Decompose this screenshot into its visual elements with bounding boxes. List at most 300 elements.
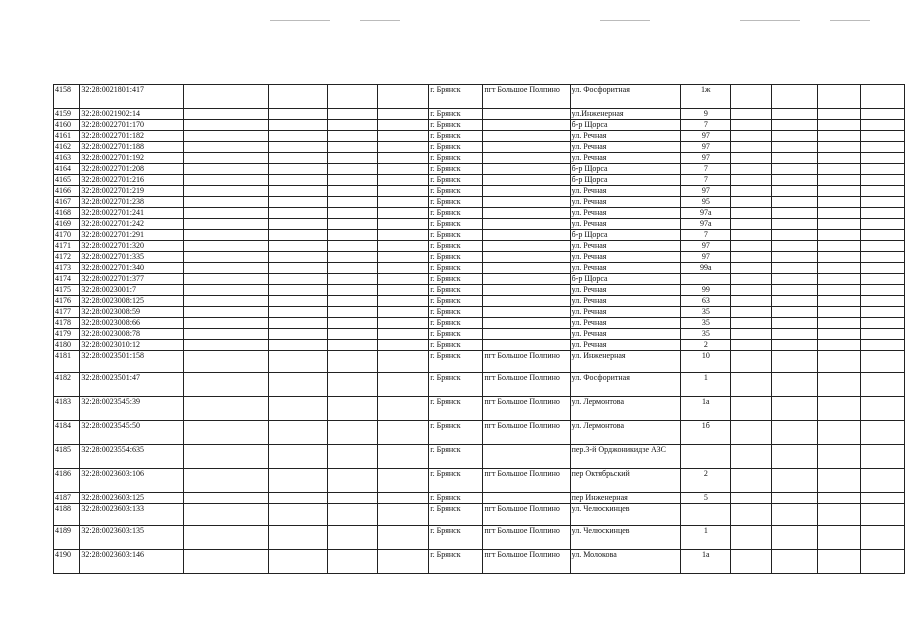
empty-cell	[183, 109, 268, 120]
empty-cell	[378, 318, 429, 329]
cadastral-number: 32:28:0023008:78	[80, 329, 184, 340]
empty-cell	[731, 373, 772, 397]
empty-cell	[771, 296, 817, 307]
empty-cell	[183, 142, 268, 153]
city-cell: г. Брянск	[429, 252, 483, 263]
empty-cell	[731, 469, 772, 493]
settlement-cell	[483, 208, 570, 219]
empty-cell	[771, 421, 817, 445]
street-cell: ул. Речная	[570, 252, 681, 263]
empty-cell	[771, 164, 817, 175]
empty-cell	[860, 109, 904, 120]
empty-cell	[183, 340, 268, 351]
cadastral-number: 32:28:0021801:417	[80, 85, 184, 109]
empty-cell	[378, 493, 429, 504]
city-cell: г. Брянск	[429, 296, 483, 307]
table-row	[54, 373, 905, 397]
table-row	[54, 241, 905, 252]
settlement-cell	[483, 142, 570, 153]
settlement-cell	[483, 153, 570, 164]
empty-cell	[327, 397, 378, 421]
empty-cell	[183, 351, 268, 373]
empty-cell	[183, 504, 268, 526]
settlement-cell	[483, 318, 570, 329]
cadastral-number: 32:28:0022701:377	[80, 274, 184, 285]
table-row	[54, 493, 905, 504]
empty-cell	[771, 318, 817, 329]
cadastral-number: 32:28:0022701:340	[80, 263, 184, 274]
empty-cell	[860, 186, 904, 197]
empty-cell	[771, 230, 817, 241]
empty-cell	[860, 241, 904, 252]
empty-cell	[731, 351, 772, 373]
city-cell: г. Брянск	[429, 263, 483, 274]
empty-cell	[860, 197, 904, 208]
cadastral-number: 32:28:0023001:7	[80, 285, 184, 296]
empty-cell	[183, 241, 268, 252]
empty-cell	[268, 208, 327, 219]
cadastral-number: 32:28:0023008:66	[80, 318, 184, 329]
empty-cell	[183, 296, 268, 307]
settlement-cell	[483, 285, 570, 296]
city-cell: г. Брянск	[429, 373, 483, 397]
cadastral-number: 32:28:0023008:125	[80, 296, 184, 307]
empty-cell	[731, 219, 772, 230]
table-row	[54, 175, 905, 186]
empty-cell	[327, 131, 378, 142]
empty-cell	[268, 445, 327, 469]
table-row	[54, 142, 905, 153]
street-cell: пер Октябрьский	[570, 469, 681, 493]
row-number: 4185	[54, 445, 80, 469]
empty-cell	[268, 197, 327, 208]
house-number	[681, 274, 731, 285]
city-cell: г. Брянск	[429, 153, 483, 164]
table-row	[54, 397, 905, 421]
empty-cell	[771, 142, 817, 153]
city-cell: г. Брянск	[429, 208, 483, 219]
table-row	[54, 219, 905, 230]
scan-header-artifacts	[40, 20, 870, 28]
empty-cell	[268, 230, 327, 241]
empty-cell	[268, 252, 327, 263]
cadastral-number: 32:28:0023010:12	[80, 340, 184, 351]
empty-cell	[183, 197, 268, 208]
settlement-cell: пгт Большое Полпино	[483, 373, 570, 397]
empty-cell	[327, 504, 378, 526]
empty-cell	[860, 274, 904, 285]
city-cell: г. Брянск	[429, 274, 483, 285]
table-row	[54, 120, 905, 131]
street-cell: б-р Щорса	[570, 274, 681, 285]
empty-cell	[731, 120, 772, 131]
empty-cell	[731, 493, 772, 504]
table-row	[54, 263, 905, 274]
city-cell: г. Брянск	[429, 109, 483, 120]
settlement-cell	[483, 197, 570, 208]
settlement-cell	[483, 120, 570, 131]
settlement-cell	[483, 164, 570, 175]
table-row	[54, 186, 905, 197]
empty-cell	[327, 340, 378, 351]
empty-cell	[268, 526, 327, 550]
city-cell: г. Брянск	[429, 469, 483, 493]
empty-cell	[860, 230, 904, 241]
empty-cell	[771, 197, 817, 208]
empty-cell	[183, 285, 268, 296]
street-cell: ул. Лермонтова	[570, 397, 681, 421]
empty-cell	[860, 307, 904, 318]
city-cell: г. Брянск	[429, 421, 483, 445]
empty-cell	[771, 285, 817, 296]
house-number: 10	[681, 351, 731, 373]
empty-cell	[378, 120, 429, 131]
row-number: 4186	[54, 469, 80, 493]
empty-cell	[818, 142, 860, 153]
empty-cell	[268, 397, 327, 421]
empty-cell	[327, 241, 378, 252]
empty-cell	[771, 219, 817, 230]
empty-cell	[731, 504, 772, 526]
house-number: 5	[681, 493, 731, 504]
empty-cell	[731, 252, 772, 263]
empty-cell	[327, 285, 378, 296]
empty-cell	[731, 296, 772, 307]
settlement-cell: пгт Большое Полпино	[483, 550, 570, 574]
table-row	[54, 153, 905, 164]
empty-cell	[860, 526, 904, 550]
house-number: 97	[681, 241, 731, 252]
settlement-cell: пгт Большое Полпино	[483, 469, 570, 493]
row-number: 4164	[54, 164, 80, 175]
settlement-cell	[483, 109, 570, 120]
empty-cell	[818, 263, 860, 274]
house-number: 35	[681, 329, 731, 340]
empty-cell	[731, 318, 772, 329]
table-row	[54, 109, 905, 120]
city-cell: г. Брянск	[429, 241, 483, 252]
empty-cell	[771, 131, 817, 142]
empty-cell	[860, 493, 904, 504]
cadastral-number: 32:28:0022701:188	[80, 142, 184, 153]
empty-cell	[731, 329, 772, 340]
house-number: 1ж	[681, 85, 731, 109]
empty-cell	[771, 397, 817, 421]
row-number: 4159	[54, 109, 80, 120]
empty-cell	[327, 142, 378, 153]
house-number: 63	[681, 296, 731, 307]
empty-cell	[268, 85, 327, 109]
empty-cell	[771, 526, 817, 550]
settlement-cell	[483, 186, 570, 197]
house-number: 97	[681, 153, 731, 164]
empty-cell	[378, 186, 429, 197]
empty-cell	[268, 550, 327, 574]
row-number: 4176	[54, 296, 80, 307]
settlement-cell: пгт Большое Полпино	[483, 85, 570, 109]
street-cell: ул. Речная	[570, 219, 681, 230]
cadastral-number: 32:28:0023501:47	[80, 373, 184, 397]
house-number: 9	[681, 109, 731, 120]
house-number: 1а	[681, 397, 731, 421]
empty-cell	[771, 445, 817, 469]
empty-cell	[731, 109, 772, 120]
street-cell: ул. Речная	[570, 263, 681, 274]
empty-cell	[183, 307, 268, 318]
empty-cell	[731, 208, 772, 219]
empty-cell	[860, 296, 904, 307]
empty-cell	[731, 285, 772, 296]
empty-cell	[378, 445, 429, 469]
street-cell: ул. Речная	[570, 340, 681, 351]
empty-cell	[771, 109, 817, 120]
cadastral-number: 32:28:0022701:320	[80, 241, 184, 252]
empty-cell	[327, 120, 378, 131]
table-row	[54, 131, 905, 142]
empty-cell	[771, 493, 817, 504]
empty-cell	[731, 186, 772, 197]
street-cell: ул. Речная	[570, 208, 681, 219]
empty-cell	[183, 445, 268, 469]
city-cell: г. Брянск	[429, 307, 483, 318]
empty-cell	[327, 550, 378, 574]
empty-cell	[818, 493, 860, 504]
city-cell: г. Брянск	[429, 397, 483, 421]
empty-cell	[860, 373, 904, 397]
empty-cell	[771, 504, 817, 526]
city-cell: г. Брянск	[429, 445, 483, 469]
empty-cell	[268, 421, 327, 445]
street-cell: ул. Фосфоритная	[570, 373, 681, 397]
empty-cell	[818, 469, 860, 493]
empty-cell	[183, 186, 268, 197]
empty-cell	[378, 197, 429, 208]
street-cell: ул. Речная	[570, 307, 681, 318]
street-cell: б-р Щорса	[570, 164, 681, 175]
empty-cell	[183, 252, 268, 263]
empty-cell	[378, 469, 429, 493]
cadastral-number: 32:28:0023603:106	[80, 469, 184, 493]
street-cell: ул.Инженерная	[570, 109, 681, 120]
empty-cell	[327, 526, 378, 550]
empty-cell	[818, 120, 860, 131]
empty-cell	[860, 85, 904, 109]
city-cell: г. Брянск	[429, 131, 483, 142]
empty-cell	[327, 274, 378, 285]
empty-cell	[378, 340, 429, 351]
empty-cell	[860, 285, 904, 296]
house-number: 1б	[681, 421, 731, 445]
empty-cell	[818, 329, 860, 340]
empty-cell	[327, 421, 378, 445]
empty-cell	[268, 186, 327, 197]
empty-cell	[860, 504, 904, 526]
empty-cell	[183, 153, 268, 164]
street-cell: ул. Речная	[570, 296, 681, 307]
empty-cell	[268, 219, 327, 230]
empty-cell	[818, 318, 860, 329]
row-number: 4190	[54, 550, 80, 574]
settlement-cell	[483, 296, 570, 307]
table-row	[54, 296, 905, 307]
empty-cell	[860, 397, 904, 421]
empty-cell	[860, 340, 904, 351]
empty-cell	[731, 550, 772, 574]
empty-cell	[268, 307, 327, 318]
empty-cell	[771, 351, 817, 373]
empty-cell	[183, 219, 268, 230]
city-cell: г. Брянск	[429, 197, 483, 208]
row-number: 4158	[54, 85, 80, 109]
house-number	[681, 504, 731, 526]
empty-cell	[183, 164, 268, 175]
empty-cell	[731, 175, 772, 186]
empty-cell	[860, 550, 904, 574]
street-cell: ул. Речная	[570, 186, 681, 197]
empty-cell	[731, 164, 772, 175]
empty-cell	[183, 208, 268, 219]
row-number: 4187	[54, 493, 80, 504]
row-number: 4163	[54, 153, 80, 164]
empty-cell	[327, 493, 378, 504]
empty-cell	[731, 526, 772, 550]
house-number: 1	[681, 526, 731, 550]
street-cell: б-р Щорса	[570, 120, 681, 131]
city-cell: г. Брянск	[429, 142, 483, 153]
empty-cell	[183, 469, 268, 493]
cadastral-number: 32:28:0022701:219	[80, 186, 184, 197]
cadastral-number: 32:28:0021902:14	[80, 109, 184, 120]
empty-cell	[183, 493, 268, 504]
empty-cell	[378, 208, 429, 219]
empty-cell	[771, 85, 817, 109]
table-row	[54, 197, 905, 208]
empty-cell	[860, 131, 904, 142]
empty-cell	[268, 340, 327, 351]
cadastral-number: 32:28:0022701:242	[80, 219, 184, 230]
street-cell: ул. Речная	[570, 142, 681, 153]
house-number: 99	[681, 285, 731, 296]
empty-cell	[860, 219, 904, 230]
empty-cell	[731, 263, 772, 274]
house-number: 7	[681, 120, 731, 131]
empty-cell	[378, 85, 429, 109]
row-number: 4161	[54, 131, 80, 142]
empty-cell	[268, 241, 327, 252]
empty-cell	[818, 307, 860, 318]
empty-cell	[327, 164, 378, 175]
cadastral-number: 32:28:0022701:182	[80, 131, 184, 142]
empty-cell	[818, 274, 860, 285]
table-row	[54, 421, 905, 445]
street-cell: ул. Фосфоритная	[570, 85, 681, 109]
settlement-cell	[483, 445, 570, 469]
empty-cell	[771, 186, 817, 197]
street-cell: ул. Челюскинцев	[570, 504, 681, 526]
house-number: 97	[681, 142, 731, 153]
house-number: 99а	[681, 263, 731, 274]
empty-cell	[378, 550, 429, 574]
street-cell: ул. Речная	[570, 241, 681, 252]
empty-cell	[731, 230, 772, 241]
empty-cell	[268, 153, 327, 164]
empty-cell	[268, 164, 327, 175]
empty-cell	[860, 120, 904, 131]
house-number: 97	[681, 186, 731, 197]
city-cell: г. Брянск	[429, 340, 483, 351]
street-cell: пер Инженерная	[570, 493, 681, 504]
empty-cell	[818, 241, 860, 252]
empty-cell	[860, 153, 904, 164]
table-row	[54, 252, 905, 263]
row-number: 4171	[54, 241, 80, 252]
empty-cell	[378, 526, 429, 550]
settlement-cell	[483, 329, 570, 340]
empty-cell	[818, 153, 860, 164]
empty-cell	[818, 208, 860, 219]
settlement-cell	[483, 263, 570, 274]
table-row	[54, 85, 905, 109]
house-number: 97	[681, 252, 731, 263]
empty-cell	[818, 526, 860, 550]
cadastral-number: 32:28:0022701:208	[80, 164, 184, 175]
row-number: 4167	[54, 197, 80, 208]
empty-cell	[860, 421, 904, 445]
street-cell: ул. Челюскинцев	[570, 526, 681, 550]
empty-cell	[818, 285, 860, 296]
house-number: 97а	[681, 219, 731, 230]
empty-cell	[378, 285, 429, 296]
empty-cell	[183, 329, 268, 340]
empty-cell	[731, 421, 772, 445]
house-number: 95	[681, 197, 731, 208]
city-cell: г. Брянск	[429, 120, 483, 131]
empty-cell	[327, 230, 378, 241]
empty-cell	[327, 318, 378, 329]
empty-cell	[183, 318, 268, 329]
empty-cell	[731, 241, 772, 252]
empty-cell	[731, 445, 772, 469]
empty-cell	[860, 208, 904, 219]
row-number: 4189	[54, 526, 80, 550]
empty-cell	[378, 421, 429, 445]
empty-cell	[771, 263, 817, 274]
row-number: 4178	[54, 318, 80, 329]
table-row	[54, 274, 905, 285]
empty-cell	[731, 397, 772, 421]
table-row	[54, 230, 905, 241]
empty-cell	[731, 307, 772, 318]
settlement-cell	[483, 241, 570, 252]
cadastral-number: 32:28:0023008:59	[80, 307, 184, 318]
row-number: 4184	[54, 421, 80, 445]
empty-cell	[818, 421, 860, 445]
cadastral-number: 32:28:0022701:335	[80, 252, 184, 263]
empty-cell	[378, 263, 429, 274]
city-cell: г. Брянск	[429, 504, 483, 526]
empty-cell	[268, 142, 327, 153]
settlement-cell	[483, 252, 570, 263]
empty-cell	[183, 263, 268, 274]
row-number: 4168	[54, 208, 80, 219]
empty-cell	[818, 351, 860, 373]
empty-cell	[860, 263, 904, 274]
street-cell: пер.3-й Орджоникидзе АЗС	[570, 445, 681, 469]
empty-cell	[327, 469, 378, 493]
city-cell: г. Брянск	[429, 329, 483, 340]
settlement-cell	[483, 131, 570, 142]
empty-cell	[860, 445, 904, 469]
